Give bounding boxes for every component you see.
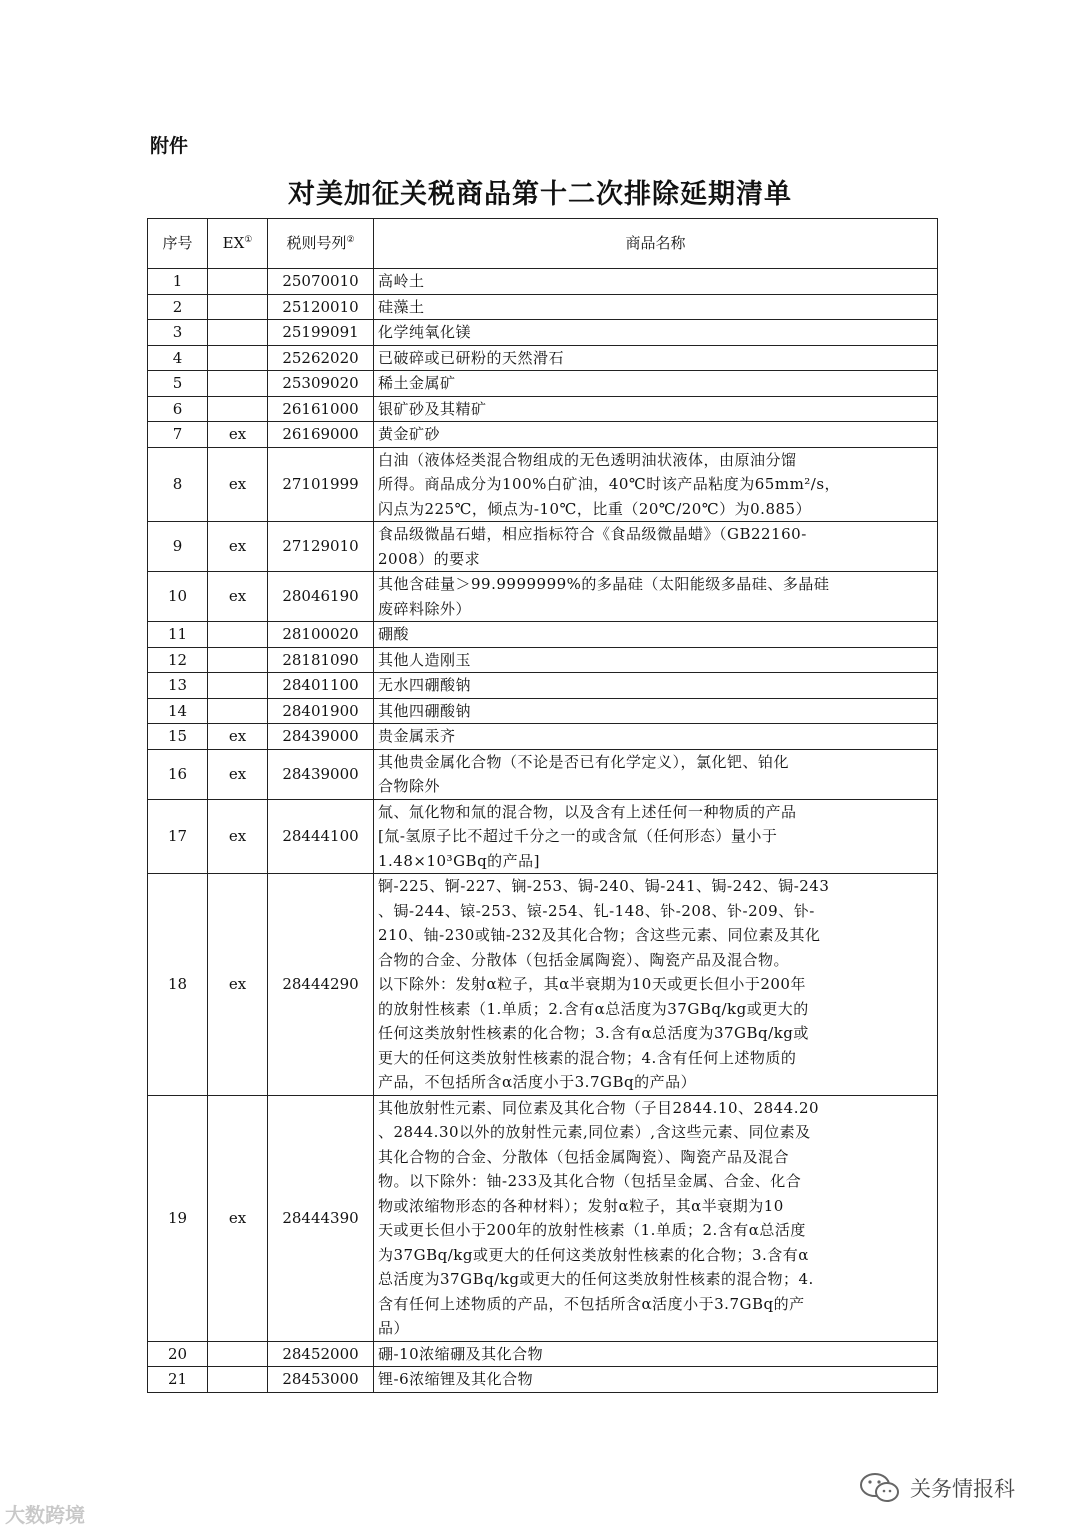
- row-product-name: [374, 294, 938, 320]
- row-tariff-code: 28439000: [268, 749, 374, 799]
- exclusion-list-table: [147, 218, 938, 1393]
- row-seq: 14: [148, 698, 208, 724]
- row-ex: ex: [208, 447, 268, 522]
- product-name-line: 白油（液体烃类混合物组成的无色透明油状液体，由原油分馏: [378, 450, 797, 469]
- row-seq: 13: [148, 673, 208, 699]
- table-row: [148, 1341, 938, 1367]
- row-ex: [208, 269, 268, 295]
- table-body: [148, 269, 938, 1393]
- table-row: [148, 345, 938, 371]
- row-tariff-code: 28401900: [268, 698, 374, 724]
- row-ex: ex: [208, 749, 268, 799]
- row-tariff-code: 28452000: [268, 1341, 374, 1367]
- row-tariff-code: 28453000: [268, 1367, 374, 1393]
- row-seq: 16: [148, 749, 208, 799]
- row-tariff-code: 28439000: [268, 724, 374, 750]
- row-seq: 12: [148, 647, 208, 673]
- table-header-row: [148, 219, 938, 269]
- product-name-line: 其他贵金属化合物（不论是否已有化学定义），氯化钯、铂化: [378, 752, 790, 771]
- product-name-line: 黄金矿砂: [378, 425, 441, 443]
- row-seq: 9: [148, 522, 208, 572]
- table-row: [148, 749, 938, 799]
- product-name-line: 合物除外: [378, 777, 441, 795]
- row-ex: ex: [208, 799, 268, 874]
- header-seq: 序号: [148, 219, 208, 269]
- row-product-name: [374, 1095, 938, 1341]
- row-tariff-code: 26161000: [268, 396, 374, 422]
- row-product-name: [374, 1341, 938, 1367]
- row-tariff-code: 25309020: [268, 371, 374, 397]
- row-ex: [208, 345, 268, 371]
- table-row: [148, 673, 938, 699]
- table-row: [148, 447, 938, 522]
- row-tariff-code: 28100020: [268, 622, 374, 648]
- product-name-line: 其他四硼酸钠: [378, 701, 472, 720]
- row-seq: 21: [148, 1367, 208, 1393]
- row-product-name: [374, 874, 938, 1096]
- row-tariff-code: 28444100: [268, 799, 374, 874]
- row-tariff-code: 28046190: [268, 572, 374, 622]
- table-row: [148, 1095, 938, 1341]
- table-row: [148, 371, 938, 397]
- table-row: [148, 724, 938, 750]
- row-ex: [208, 320, 268, 346]
- row-ex: [208, 1367, 268, 1393]
- product-name-line: 总活度为37GBq/kg或更大的任何这类放射性核素的混合物；4.: [378, 1270, 814, 1288]
- product-name-line: 的放射性核素（1.单质；2.含有α总活度为37GBq/kg或更大的: [378, 999, 809, 1018]
- row-tariff-code: 25262020: [268, 345, 374, 371]
- product-name-line: 化学纯氧化镁: [378, 323, 472, 341]
- row-seq: 20: [148, 1341, 208, 1367]
- product-name-line: 锂-6浓缩锂及其化合物: [378, 1370, 534, 1388]
- product-name-line: 产品，不包括所含α活度小于3.7GBq的产品）: [378, 1073, 697, 1091]
- row-product-name: [374, 749, 938, 799]
- row-ex: ex: [208, 1095, 268, 1341]
- table-row: [148, 422, 938, 448]
- row-ex: [208, 647, 268, 673]
- product-name-line: 其他含硅量＞99.9999999%的多晶硅（太阳能级多晶硅、多晶硅: [378, 575, 830, 593]
- row-product-name: [374, 1367, 938, 1393]
- product-name-line: 硼-10浓缩硼及其化合物: [378, 1344, 544, 1363]
- row-product-name: [374, 622, 938, 648]
- product-name-line: 已破碎或已研粉的天然滑石: [378, 348, 565, 367]
- product-name-line: 闪点为225℃，倾点为-10℃，比重（20℃/20℃）为0.885）: [378, 499, 812, 518]
- product-name-line: 更大的任何这类放射性核素的混合物；4.含有任何上述物质的: [378, 1048, 797, 1067]
- product-name-line: 贵金属汞齐: [378, 727, 456, 745]
- header-product-name: 商品名称: [374, 219, 938, 269]
- row-ex: [208, 622, 268, 648]
- table-row: [148, 396, 938, 422]
- product-name-line: 无水四硼酸钠: [378, 676, 472, 694]
- row-seq: 2: [148, 294, 208, 320]
- row-seq: 15: [148, 724, 208, 750]
- row-ex: [208, 396, 268, 422]
- row-seq: 8: [148, 447, 208, 522]
- row-product-name: [374, 320, 938, 346]
- row-ex: [208, 371, 268, 397]
- wechat-icon: [858, 1470, 902, 1506]
- row-tariff-code: 27101999: [268, 447, 374, 522]
- watermark-right-text: 关务情报科: [910, 1477, 1015, 1501]
- row-product-name: [374, 572, 938, 622]
- table-row: [148, 572, 938, 622]
- row-seq: 18: [148, 874, 208, 1096]
- product-name-line: 含有任何上述物质的产品，不包括所含α活度小于3.7GBq的产: [378, 1294, 805, 1313]
- row-ex: [208, 294, 268, 320]
- row-ex: ex: [208, 572, 268, 622]
- row-product-name: [374, 269, 938, 295]
- row-product-name: [374, 422, 938, 448]
- row-seq: 5: [148, 371, 208, 397]
- product-name-line: 高岭土: [378, 272, 425, 290]
- row-tariff-code: 26169000: [268, 422, 374, 448]
- row-seq: 19: [148, 1095, 208, 1341]
- product-name-line: 食品级微晶石蜡，相应指标符合《食品级微晶蜡》（GB22160-: [378, 525, 807, 543]
- attachment-label: 附件: [150, 135, 189, 157]
- table-row: [148, 698, 938, 724]
- row-tariff-code: 28444390: [268, 1095, 374, 1341]
- product-name-line: 稀土金属矿: [378, 374, 456, 392]
- row-product-name: [374, 724, 938, 750]
- product-name-line: 物。以下除外：铀-233及其化合物（包括呈金属、合金、化合: [378, 1172, 802, 1190]
- header-tariff-code: 税则号列②: [268, 219, 374, 269]
- row-product-name: [374, 396, 938, 422]
- watermark-right: [858, 1470, 1015, 1506]
- table-row: [148, 799, 938, 874]
- row-seq: 1: [148, 269, 208, 295]
- row-ex: [208, 673, 268, 699]
- row-ex: [208, 1341, 268, 1367]
- product-name-line: 其他放射性元素、同位素及其化合物（子目2844.10、2844.20: [378, 1098, 820, 1117]
- product-name-line: 氚、氚化物和氚的混合物，以及含有上述任何一种物质的产品: [378, 802, 797, 821]
- product-name-line: 2008）的要求: [378, 549, 481, 568]
- row-tariff-code: 28444290: [268, 874, 374, 1096]
- row-seq: 6: [148, 396, 208, 422]
- row-seq: 4: [148, 345, 208, 371]
- product-name-line: 硅藻土: [378, 297, 425, 316]
- product-name-line: 天或更长但小于200年的放射性核素（1.单质；2.含有α总活度: [378, 1221, 806, 1239]
- row-seq: 17: [148, 799, 208, 874]
- row-seq: 7: [148, 422, 208, 448]
- row-seq: 3: [148, 320, 208, 346]
- row-seq: 10: [148, 572, 208, 622]
- product-name-line: 210、铀-230或铀-232及其化合物；含这些元素、同位素及其化: [378, 926, 821, 944]
- table-row: [148, 294, 938, 320]
- row-product-name: [374, 371, 938, 397]
- product-name-line: 任何这类放射性核素的化合物；3.含有α总活度为37GBq/kg或: [378, 1024, 809, 1042]
- product-name-line: 1.48×10³GBq的产品]: [378, 851, 541, 870]
- product-name-line: 合物的合金、分散体（包括金属陶瓷）、陶瓷产品及混合物。: [378, 950, 790, 969]
- product-name-line: 银矿砂及其精矿: [378, 399, 487, 418]
- row-ex: [208, 698, 268, 724]
- table-row: [148, 522, 938, 572]
- row-ex: ex: [208, 422, 268, 448]
- row-tariff-code: 25120010: [268, 294, 374, 320]
- product-name-line: 以下除外：发射α粒子，其α半衰期为10天或更长但小于200年: [378, 975, 806, 993]
- product-name-line: 、2844.30以外的放射性元素,同位素）,含这些元素、同位素及: [378, 1123, 811, 1141]
- product-name-line: [氚-氢原子比不超过千分之一的或含氚（任何形态）量小于: [378, 827, 778, 845]
- product-name-line: 为37GBq/kg或更大的任何这类放射性核素的化合物；3.含有α: [378, 1245, 809, 1264]
- product-name-line: 锕-225、锕-227、锎-253、锔-240、锔-241、锔-242、锔-243: [378, 877, 830, 895]
- table-row: [148, 320, 938, 346]
- document-title: 对美加征关税商品第十二次排除延期清单: [288, 179, 792, 210]
- row-product-name: [374, 698, 938, 724]
- row-ex: ex: [208, 874, 268, 1096]
- product-name-line: 物或浓缩物形态的各种材料）；发射α粒子，其α半衰期为10: [378, 1196, 784, 1215]
- header-ex: EX①: [208, 219, 268, 269]
- product-name-line: 硼酸: [378, 625, 410, 643]
- watermark-left: 大数跨境: [5, 1503, 85, 1527]
- table-row: [148, 269, 938, 295]
- row-product-name: [374, 522, 938, 572]
- table-row: [148, 647, 938, 673]
- row-tariff-code: 25199091: [268, 320, 374, 346]
- product-name-line: 其他人造刚玉: [378, 650, 472, 669]
- footnote-marker-2: ②: [346, 235, 355, 246]
- row-tariff-code: 27129010: [268, 522, 374, 572]
- row-seq: 11: [148, 622, 208, 648]
- row-product-name: [374, 345, 938, 371]
- row-tariff-code: 25070010: [268, 269, 374, 295]
- product-name-line: 废碎料除外）: [378, 599, 472, 618]
- footnote-marker-1: ①: [244, 235, 253, 246]
- row-product-name: [374, 447, 938, 522]
- table-row: [148, 1367, 938, 1393]
- product-name-line: 其化合物的合金、分散体（包括金属陶瓷）、陶瓷产品及混合: [378, 1147, 790, 1166]
- row-product-name: [374, 647, 938, 673]
- row-ex: ex: [208, 724, 268, 750]
- product-name-line: 所得。商品成分为100%白矿油，40℃时该产品粘度为65mm²/s，: [378, 475, 841, 493]
- product-name-line: 、锔-244、锿-253、锿-254、钆-148、钋-208、钋-209、钋-: [378, 901, 815, 920]
- table-row: [148, 622, 938, 648]
- row-tariff-code: 28401100: [268, 673, 374, 699]
- row-product-name: [374, 673, 938, 699]
- table-row: [148, 874, 938, 1096]
- row-product-name: [374, 799, 938, 874]
- row-ex: ex: [208, 522, 268, 572]
- row-tariff-code: 28181090: [268, 647, 374, 673]
- product-name-line: 品）: [378, 1319, 410, 1337]
